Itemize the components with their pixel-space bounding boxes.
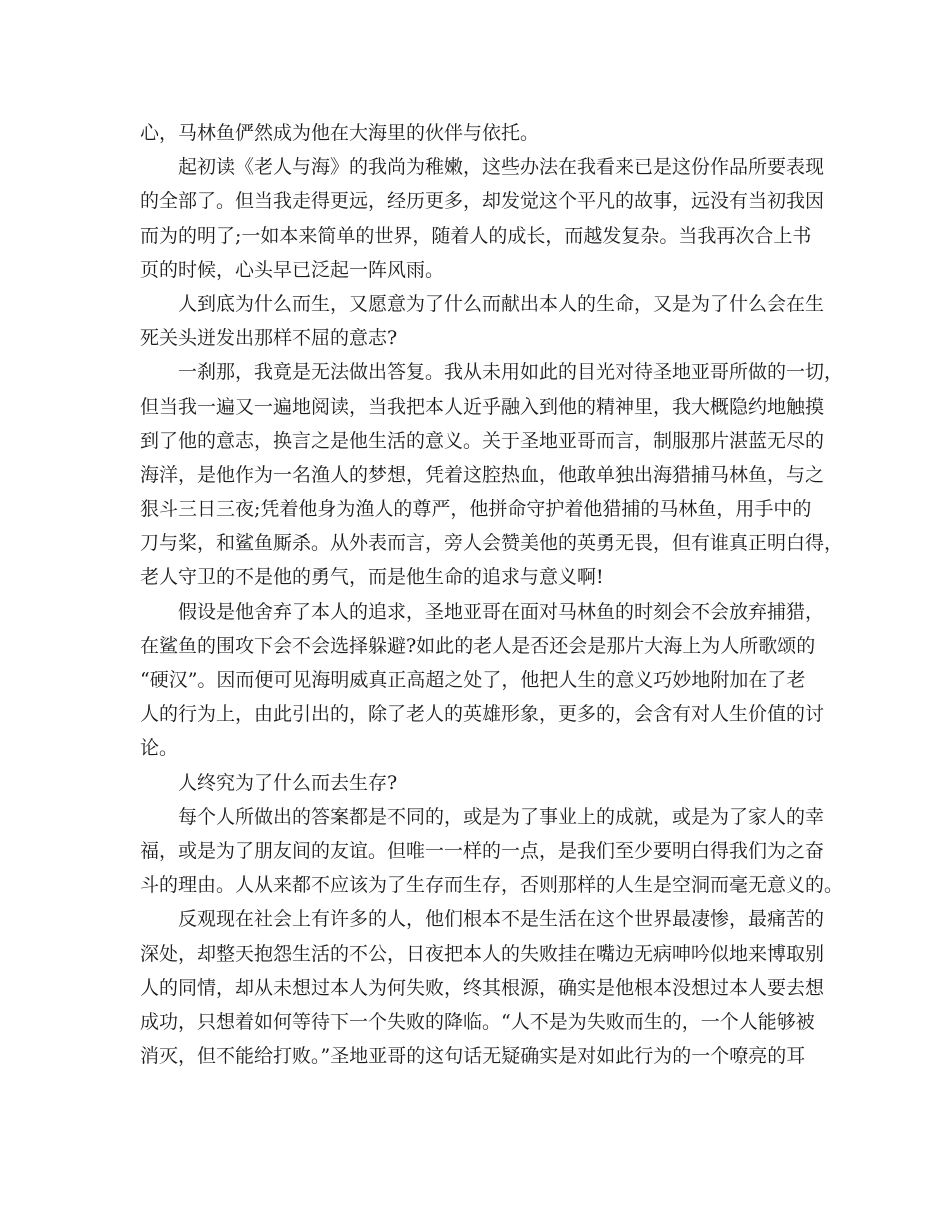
text-line: 到了他的意志，换言之是他生活的意义。关于圣地亚哥而言，制服那片湛蓝无尽的 [140, 429, 825, 452]
text-line: 人的行为上，由此引出的，除了老人的英雄形象，更多的，会含有对人生价值的讨 [140, 703, 825, 726]
text-line: 人到底为什么而生，又愿意为了什么而献出本人的生命，又是为了什么会在生 [178, 292, 825, 315]
text-line: 在鲨鱼的围攻下会不会选择躲避?如此的老人是否还会是那片大海上为人所歌颂的 [140, 634, 816, 657]
text-line: 起初读《老人与海》的我尚为稚嫩，这些办法在我看来已是这份作品所要表现 [178, 156, 825, 179]
text-line: 老人守卫的不是他的勇气，而是他生命的追求与意义啊! [140, 566, 604, 589]
text-line: 深处，却整天抱怨生活的不公，日夜把本人的失败挂在嘴边无病呻吟似地来博取别 [140, 942, 825, 965]
text-line: 页的时候，心头早已泛起一阵风雨。 [140, 258, 445, 281]
text-line: 狠斗三日三夜;凭着他身为渔人的尊严，他拼命守护着他猎捕的马林鱼，用手中的 [140, 498, 812, 521]
text-line: 死关头迸发出那样不屈的意志? [140, 327, 398, 350]
essay-body [140, 116, 844, 1073]
text-line: 人终究为了什么而去生存? [178, 771, 398, 794]
text-line: 的全部了。但当我走得更远，经历更多，却发觉这个平凡的故事，远没有当初我因 [140, 190, 825, 213]
text-line: 但当我一遍又一遍地阅读，当我把本人近乎融入到他的精神里，我大概隐约地触摸 [140, 395, 825, 418]
text-line: 海洋，是他作为一名渔人的梦想，凭着这腔热血，他敢单独出海猎捕马林鱼，与之 [140, 463, 825, 486]
text-line: 每个人所做出的答案都是不同的，或是为了事业上的成就，或是为了家人的幸 [178, 805, 825, 828]
text-line: 人的同情，却从未想过本人为何失败，终其根源，确实是他根本没想过本人要去想 [140, 976, 825, 999]
text-line: 福，或是为了朋友间的友谊。但唯一一样的一点，是我们至少要明白得我们为之奋 [140, 839, 825, 862]
text-line: 而为的明了;一如本来简单的世界，随着人的成长，而越发复杂。当我再次合上书 [140, 224, 812, 247]
text-line: “硬汉”。因而便可见海明威真正高超之处了，他把人生的意义巧妙地附加在了老 [140, 669, 806, 691]
text-line: 斗的理由。人从来都不应该为了生存而生存，否则那样的人生是空洞而毫无意义的。 [140, 874, 844, 897]
text-line: 假设是他舍弃了本人的追求，圣地亚哥在面对马林鱼的时刻会不会放弃捕猎， [178, 600, 825, 623]
text-line: 一刹那，我竟是无法做出答复。我从未用如此的目光对待圣地亚哥所做的一切， [178, 361, 844, 384]
text-line: 成功，只想着如何等待下一个失败的降临。“人不是为失败而生的，一个人能够被 [140, 1010, 815, 1033]
text-line: 论。 [140, 737, 179, 760]
text-line: 反观现在社会上有许多的人，他们根本不是生活在这个世界最凄惨，最痛苦的 [178, 908, 825, 931]
text-line: 心，马林鱼俨然成为他在大海里的伙伴与依托。 [140, 122, 540, 144]
text-line: 消灭，但不能给打败。”圣地亚哥的这句话无疑确实是对如此行为的一个嘹亮的耳 [140, 1045, 806, 1068]
text-line: 刀与桨，和鲨鱼厮杀。从外表而言，旁人会赞美他的英勇无畏，但有谁真正明白得， [140, 532, 844, 555]
